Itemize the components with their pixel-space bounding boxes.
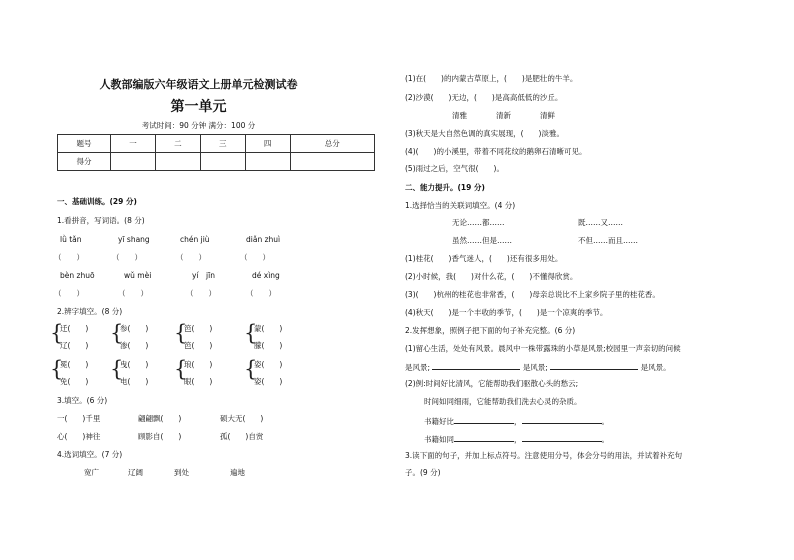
pinyin: yí jīn xyxy=(192,271,215,280)
answer-blank[interactable]: （ ） xyxy=(176,253,206,262)
prompt-label: 书籍如同 xyxy=(424,435,454,444)
sentence-item[interactable]: (2)小时候，我( )对什么花，( )不懂得欣赏。 xyxy=(405,272,578,281)
pinyin: chén jiù xyxy=(180,235,210,244)
score-header-cell: 一 xyxy=(111,135,156,153)
scenery-label: 是风景。 xyxy=(640,363,671,372)
char-blank[interactable]: 眼( ) xyxy=(184,377,213,386)
answer-blank[interactable]: （ ） xyxy=(240,253,270,262)
sentence-item[interactable]: (5)雨过之后，空气很( )。 xyxy=(405,164,504,173)
answer-blank[interactable]: （ ） xyxy=(54,289,84,298)
word-choice: 辽阔 xyxy=(128,468,143,477)
score-cell[interactable] xyxy=(290,153,375,171)
scenery-label: 是风景; xyxy=(522,363,548,372)
sentence-item[interactable]: (4)( )的小溪里，带着不同花纹的鹅卵石清晰可见。 xyxy=(405,147,587,156)
pinyin: bèn zhuō xyxy=(60,271,95,280)
char-blank[interactable]: 免( ) xyxy=(60,377,89,386)
answer-underline[interactable] xyxy=(522,415,602,424)
left-brace-icon: { xyxy=(244,357,258,381)
score-cell[interactable] xyxy=(245,153,290,171)
sentence-item[interactable]: (1)桂花( )香气迷人，( )还有很多用处。 xyxy=(405,254,563,263)
score-cell[interactable] xyxy=(155,153,200,171)
char-blank[interactable]: 笆( ) xyxy=(184,341,213,350)
answer-blank[interactable]: （ ） xyxy=(118,289,148,298)
question-7: 3.读下面的句子，并加上标点符号。注意使用分号，体会分号的用法，并试着补充句 xyxy=(405,451,683,460)
char-blank[interactable]: 曳( ) xyxy=(120,360,149,369)
fill-blank[interactable]: 孤( )自赏 xyxy=(220,432,264,441)
left-brace-icon: { xyxy=(110,321,124,345)
score-header-cell: 四 xyxy=(245,135,290,153)
score-table-score-row xyxy=(58,153,375,171)
sentence-item[interactable]: (3)( )杭州的桂花也非常香，( )母亲总说比不上家乡院子里的桂花香。 xyxy=(405,290,660,299)
left-brace-icon: { xyxy=(174,321,188,345)
char-blank[interactable]: 朦( ) xyxy=(254,341,283,350)
completion-line[interactable]: 书籍好比 ， 。 xyxy=(424,417,609,426)
answer-blank[interactable]: （ ） xyxy=(112,253,142,262)
score-cell[interactable] xyxy=(111,153,156,171)
conjunction-option: 不但……而且…… xyxy=(578,236,638,245)
answer-underline[interactable] xyxy=(550,361,638,370)
exam-info: 考试时间：90 分钟 满分：100 分 xyxy=(141,121,256,130)
word-choice: 清雅 xyxy=(452,111,467,120)
fill-blank[interactable]: 一( )千里 xyxy=(57,414,101,423)
left-brace-icon: { xyxy=(174,357,188,381)
score-header-cell: 总分 xyxy=(290,135,375,153)
completion-line[interactable] xyxy=(405,361,671,373)
word-choice: 清鲜 xyxy=(540,111,555,120)
section-1-heading: 一、基础训练。(29 分) xyxy=(57,197,137,206)
prompt-label: 书籍好比 xyxy=(424,417,454,426)
scenery-label: 是风景; xyxy=(405,363,431,372)
question-2: 2.辨字填空。(8 分) xyxy=(57,307,123,316)
question-6: 2.发挥想象，照例子把下面的句子补充完整。(6 分) xyxy=(405,326,576,335)
word-choice: 到处 xyxy=(174,468,189,477)
word-choice: 清新 xyxy=(496,111,511,120)
score-header-cell: 二 xyxy=(155,135,200,153)
pinyin: diǎn zhuì xyxy=(246,235,281,244)
left-brace-icon: { xyxy=(110,357,124,381)
question-4: 4.选词填空。(7 分) xyxy=(57,450,123,459)
example-text: 时间如同细雨，它能帮助我们洗去心灵的杂质。 xyxy=(424,397,582,406)
score-table xyxy=(57,134,375,171)
char-blank[interactable]: 姿( ) xyxy=(254,377,283,386)
left-brace-icon: { xyxy=(244,321,258,345)
char-blank[interactable]: 电( ) xyxy=(120,377,149,386)
question-1: 1.看拼音，写词语。(8 分) xyxy=(57,216,145,225)
question-7-cont: 子。(9 分) xyxy=(405,468,441,477)
score-header-cell: 题号 xyxy=(58,135,111,153)
section-2-heading: 二、能力提升。(19 分) xyxy=(405,183,485,192)
char-blank[interactable]: 姿( ) xyxy=(254,360,283,369)
question-5: 1.选择恰当的关联词填空。(4 分) xyxy=(405,201,516,210)
answer-underline[interactable] xyxy=(522,433,602,442)
example-text: (2)例:时间好比清风，它能帮助我们驱散心头的愁云; xyxy=(405,379,579,388)
pinyin: lǜ tǎn xyxy=(60,235,82,244)
fill-blank[interactable]: 心( )神往 xyxy=(57,432,101,441)
pinyin: yī shang xyxy=(118,235,150,244)
word-choice: 宽广 xyxy=(84,468,99,477)
answer-blank[interactable]: （ ） xyxy=(246,289,276,298)
completion-line[interactable]: 书籍如同 ， 。 xyxy=(424,435,609,444)
left-brace-icon: { xyxy=(50,357,64,381)
sentence-item[interactable]: (3)秋天是大自然色调的真实展现，( )淡雅。 xyxy=(405,129,564,138)
answer-underline[interactable] xyxy=(432,361,520,370)
answer-underline[interactable] xyxy=(454,415,514,424)
fill-blank[interactable]: 翩翩飘( ) xyxy=(138,414,182,423)
fill-blank[interactable]: 硕大无( ) xyxy=(220,414,264,423)
answer-blank[interactable]: （ ） xyxy=(186,289,216,298)
conjunction-option: 无论……都…… xyxy=(452,218,505,227)
answer-blank[interactable]: （ ） xyxy=(54,253,84,262)
sentence-item[interactable]: (4)秋天( )是一个丰收的季节，( )是一个凉爽的季节。 xyxy=(405,308,608,317)
example-text: (1)留心生活，处处有风景。晨风中一株带露珠的小草是风景;校园里一声亲切的问候 xyxy=(405,344,681,353)
char-blank[interactable]: 琅( ) xyxy=(184,360,213,369)
score-cell[interactable] xyxy=(200,153,245,171)
char-blank[interactable]: 迁( ) xyxy=(60,324,89,333)
sentence-item[interactable]: (2)沙漠( )无边，( )是高高低低的沙丘。 xyxy=(405,93,563,102)
char-blank[interactable]: 辽( ) xyxy=(60,341,89,350)
answer-underline[interactable] xyxy=(454,433,514,442)
score-table-header-row xyxy=(58,135,375,153)
conjunction-option: 既……又…… xyxy=(578,218,623,227)
pinyin: wǔ mèi xyxy=(124,271,152,280)
exam-title: 人教部编版六年级语文上册单元检测试卷 xyxy=(99,78,298,91)
left-brace-icon: { xyxy=(50,321,64,345)
char-blank[interactable]: 蒙( ) xyxy=(254,324,283,333)
fill-blank[interactable]: 顾影自( ) xyxy=(138,432,182,441)
char-blank[interactable]: 笆( ) xyxy=(184,324,213,333)
conjunction-option: 虽然……但是…… xyxy=(452,236,512,245)
unit-title: 第一单元 xyxy=(170,99,227,115)
score-row-label: 得分 xyxy=(58,153,111,171)
pinyin: dé xìng xyxy=(252,271,280,280)
word-choice: 遍地 xyxy=(230,468,245,477)
char-blank[interactable]: 冕( ) xyxy=(60,360,89,369)
char-blank[interactable]: 渗( ) xyxy=(120,341,149,350)
char-blank[interactable]: 参( ) xyxy=(120,324,149,333)
sentence-item[interactable]: (1)在( )的内蒙古草原上，( )是肥壮的牛羊。 xyxy=(405,74,578,83)
score-header-cell: 三 xyxy=(200,135,245,153)
question-3: 3.填空。(6 分) xyxy=(57,396,108,405)
